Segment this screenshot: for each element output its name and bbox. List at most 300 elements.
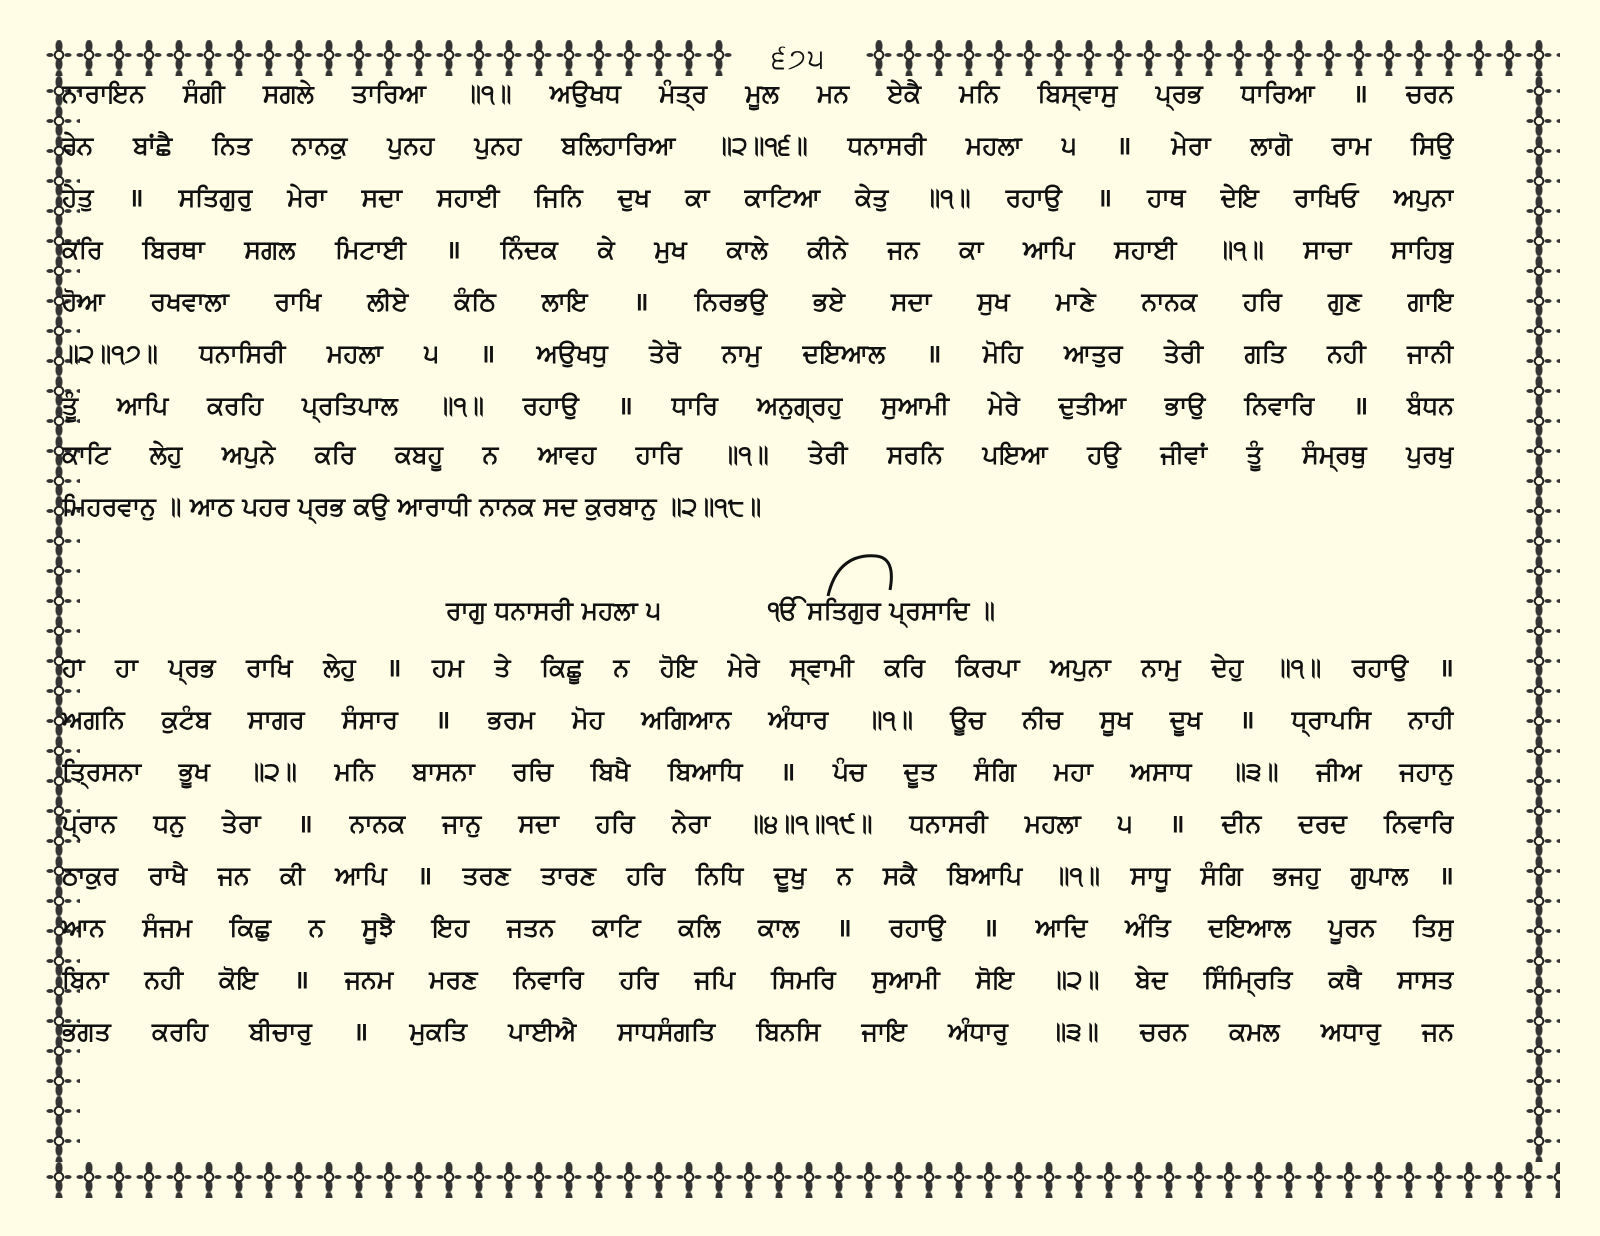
word: ਭਾਉ — [1164, 391, 1206, 420]
word: ਤਿਸੁ — [1413, 913, 1454, 942]
word: ਤੇਰੀ — [1164, 339, 1204, 368]
word: ॥ — [445, 235, 461, 264]
word: ਕਾਟਿ — [62, 440, 111, 469]
word: ਹਾ — [62, 653, 85, 682]
word: ਕਿਛੂ — [541, 653, 583, 682]
word: ਨਾਨਕ — [1141, 287, 1198, 316]
text-line — [62, 1014, 1454, 1066]
word: ਆਤੁਰ — [1063, 339, 1123, 368]
word: ਅੰਧਾਰੁ — [948, 1017, 1009, 1046]
word: ॥੧॥ — [923, 183, 971, 212]
word: ਨਾਨਕ — [349, 809, 406, 838]
text-line — [62, 336, 1454, 388]
word: ਪੰਚ — [832, 757, 866, 786]
word: ਭਰਮ — [487, 705, 535, 734]
text-line — [62, 232, 1454, 284]
word: ਤੇਰੋ — [649, 339, 681, 368]
word: ਬਿਨਾ — [62, 965, 109, 994]
word: ॥੩॥ — [1049, 1017, 1099, 1046]
word: ਇਹ — [432, 913, 470, 942]
word: ॥ — [836, 913, 852, 942]
word: ਰਹਾਉ — [889, 913, 946, 942]
word: ॥ — [1239, 705, 1255, 734]
word: ਤ੍ਰਿਸਨਾ — [62, 757, 141, 786]
word: ਨੇਰਾ — [671, 809, 711, 838]
word: ਆਪਿ — [335, 861, 387, 890]
word: ਜਤਨ — [506, 913, 555, 942]
word: ਆਨ — [62, 913, 105, 942]
word: ੫ — [1061, 131, 1077, 160]
word: ਨਿਧਿ — [695, 861, 744, 890]
word: ਬਾਂਛੈ — [133, 131, 173, 160]
word: ਮਹਲਾ — [965, 131, 1022, 160]
word: ਜਾਨੀ — [1407, 339, 1454, 368]
word: ਲਾਇ — [541, 287, 588, 316]
word: ਬਿਆਧਿ — [667, 757, 743, 786]
word: ਕਮਲ — [1229, 1017, 1280, 1046]
word: ਬਿਆਪਿ — [947, 861, 1023, 890]
text-line-last — [62, 492, 1454, 544]
word: ਰੇਨ — [62, 131, 94, 160]
word: ॥ — [293, 965, 309, 994]
word: ਪੁਨਹ — [387, 131, 435, 160]
word: ਗਾਇ — [1407, 287, 1454, 316]
word: ਨਿੰਦਕ — [500, 235, 558, 264]
word: ਪ੍ਰਾਨ — [62, 809, 117, 838]
word: ਕਾਟਿ — [592, 913, 641, 942]
word: ਸੋਇ — [975, 965, 1015, 994]
word: ਕਰਹਿ — [152, 1017, 208, 1046]
word: ਬਿਸ੍ਵਾਸੁ — [1037, 79, 1118, 108]
word: ਕਾਟਿਆ — [744, 183, 821, 212]
word: ॥ — [1438, 861, 1454, 890]
word: ॥੧॥ — [1273, 653, 1322, 682]
word: ਪ੍ਰਭ — [1155, 79, 1203, 108]
word: ਹਉ — [1087, 440, 1121, 469]
word: ॥ — [633, 287, 649, 316]
word: ਸਤਿਗੁਰੁ — [178, 183, 253, 212]
word: ਰਾਮ — [1331, 131, 1372, 160]
word: ॥੧॥ — [721, 440, 769, 469]
word: ਸੰਗੀ — [183, 79, 225, 108]
word: ਮੇਰੇ — [727, 653, 760, 682]
word: ਸ੍ਵਾਮੀ — [790, 653, 854, 682]
word: ਸਦਾ — [890, 287, 932, 316]
word: ਗਤਿ — [1244, 339, 1286, 368]
word: ਜਨ — [1422, 1017, 1454, 1046]
word: ਨਾਮੁ — [721, 339, 762, 368]
word: ਏਕੈ — [887, 79, 922, 108]
text-line — [62, 388, 1454, 440]
word: ॥ — [1438, 653, 1454, 682]
word: ਧਨੁ — [153, 809, 185, 838]
word: ਆਪਿ — [1023, 235, 1075, 264]
word: ਹਰਿ — [1243, 287, 1282, 316]
word: ਲੀਏ — [367, 287, 409, 316]
word: ਪਾਈਐ — [508, 1017, 577, 1046]
word: ਕੁਟੰਬ — [161, 705, 211, 734]
word: ਸਗਲ — [244, 235, 296, 264]
word: ਸੰਗਿ — [1200, 861, 1243, 890]
word: ਹਾਰਿ — [635, 440, 682, 469]
word: ਅਸਾਧ — [1130, 757, 1192, 786]
raag-title: ਰਾਗੁ ਧਨਾਸਰੀ ਮਹਲਾ ੫ — [446, 596, 661, 625]
word: ਤਾਰਿਆ — [352, 79, 426, 108]
word: ਰਹਾਉ — [1005, 183, 1062, 212]
text-line-content: ਮਿਹਰਵਾਨੁ ॥ ਆਠ ਪਹਰ ਪ੍ਰਭ ਕਉ ਆਰਾਧੀ ਨਾਨਕ ਸਦ ਕੁਰਬਾਨੁ ॥੨॥੧੮॥ — [62, 492, 762, 521]
word: ਸਿੰਮ੍ਰਿਤਿ — [1203, 965, 1293, 994]
word: ਭੂਖ — [178, 757, 210, 786]
word: ਨਾਨਕੁ — [291, 131, 348, 160]
word: ਧਾਰਿ — [671, 391, 719, 420]
word: ਤੇ — [494, 653, 511, 682]
word: ਬੇਦ — [1135, 965, 1168, 994]
word: ਸੂਖ — [1099, 705, 1133, 734]
word: ਦਇਆਲ — [802, 339, 885, 368]
word: ॥੨॥੧੭॥ — [62, 339, 158, 368]
word: ਦੂਤ — [903, 757, 937, 786]
word: ਸਾਗਰ — [247, 705, 305, 734]
word: ਚਰਨ — [1139, 1017, 1188, 1046]
word: ਸਾਸਤ — [1397, 965, 1454, 994]
word: ਕੋਇ — [219, 965, 258, 994]
word: ਮਨਿ — [959, 79, 1000, 108]
word: ਜਾਇ — [861, 1017, 907, 1046]
word: ਅਗਨਿ — [62, 705, 125, 734]
word: ਧਨਾਸਿਰੀ — [199, 339, 286, 368]
word: ਹੋਆ — [62, 287, 105, 316]
word: ਸਰਨਿ — [887, 440, 943, 469]
word: ਬਿਖੈ — [590, 757, 631, 786]
word: ਸਿਮਰਿ — [771, 965, 836, 994]
word: ਮੁਕਤਿ — [409, 1017, 467, 1046]
word: ਤੂੰ — [62, 391, 79, 420]
word: ਭਜਹੁ — [1273, 861, 1321, 890]
word: ਨਿਤ — [212, 131, 252, 160]
word: ਗੁਪਾਲ — [1350, 861, 1409, 890]
word: ਨ — [613, 653, 630, 682]
word: ॥੨॥੧੬॥ — [715, 131, 808, 160]
word: ਸੰਮ੍ਰਥੁ — [1302, 440, 1367, 469]
word: ਕਲਿ — [678, 913, 721, 942]
word: ਰਹਾਉ — [1351, 653, 1409, 682]
word: ॥੩॥ — [1229, 757, 1279, 786]
word: ਕਰਿ — [314, 440, 356, 469]
text-line — [62, 284, 1454, 336]
word: ੫ — [1117, 809, 1133, 838]
word: ਕਾਲ — [757, 913, 800, 942]
word: ਹੇਤੁ — [62, 183, 94, 212]
word: ॥ — [1169, 809, 1185, 838]
word: ਸਾਧਸੰਗਤਿ — [617, 1017, 716, 1046]
text-line — [62, 128, 1454, 180]
word: ॥੧॥ — [1052, 861, 1100, 890]
word: ॥੧॥ — [1216, 235, 1264, 264]
word: ਮੇਰਾ — [1171, 131, 1211, 160]
word: ਰਹਾਉ — [522, 391, 579, 420]
word: ਮਨਿ — [334, 757, 375, 786]
word: ਸਾਹਿਬੁ — [1391, 235, 1454, 264]
word: ਮੋਹ — [572, 705, 604, 734]
text-line — [62, 650, 1454, 702]
word: ਮੇਰੇ — [987, 391, 1020, 420]
word: ॥੧॥ — [464, 79, 512, 108]
word: ਨੀਚ — [1022, 705, 1063, 734]
word: ਅਪੁਨਾ — [1050, 653, 1111, 682]
floral-border-right — [1524, 76, 1560, 1162]
page-number: ੬੭੫ — [771, 42, 827, 75]
word: ਸੁਆਮੀ — [881, 391, 949, 420]
word: ਸਾਚਾ — [1303, 235, 1352, 264]
word: ਪੁਰਖੁ — [1406, 440, 1454, 469]
word: ॥ — [1353, 391, 1369, 420]
word: ਲੇਹੁ — [323, 653, 356, 682]
word: ਆਪਿ — [116, 391, 169, 420]
word: ਗੁਣ — [1327, 287, 1362, 316]
word: ॥ — [297, 809, 313, 838]
word: ਆਵਹ — [537, 440, 597, 469]
word: ਨਿਰਭਉ — [694, 287, 768, 316]
word: ॥ — [1096, 183, 1112, 212]
word: ਕੀ — [280, 861, 305, 890]
word: ਸਹਾਈ — [437, 183, 500, 212]
word: ਕਥੈ — [1328, 965, 1362, 994]
word: ਪਇਆ — [982, 440, 1048, 469]
floral-border-top-right — [864, 40, 1560, 76]
word: ਕਰਹਿ — [207, 391, 264, 420]
word: ਬੰਧਨ — [1406, 391, 1454, 420]
word: ਦੀਨ — [1221, 809, 1262, 838]
word: ਤੇਰੀ — [808, 440, 848, 469]
word: ॥ — [435, 705, 451, 734]
word: ਰਚਿ — [512, 757, 553, 786]
word: ਕੰਠਿ — [454, 287, 496, 316]
word: ਮਰਣ — [429, 965, 478, 994]
word: ॥ — [1116, 131, 1132, 160]
word: ਸਕੈ — [882, 861, 917, 890]
word: ਸਗਲੇ — [262, 79, 314, 108]
word: ਸਾਧੂ — [1130, 861, 1171, 890]
word: ਅੰਧਾਰ — [768, 705, 829, 734]
word: ਰਾਖਿ — [274, 287, 322, 316]
word: ਬਿਨਸਿ — [756, 1017, 821, 1046]
word: ਅਗਿਆਨ — [641, 705, 732, 734]
text-line — [62, 806, 1454, 858]
word: ਸੰਜਮ — [142, 913, 192, 942]
text-line — [62, 76, 1454, 128]
word: ਧ੍ਰਾਪਸਿ — [1291, 705, 1371, 734]
text-line — [62, 910, 1454, 962]
word: ਬਲਿਹਾਰਿਆ — [561, 131, 676, 160]
word: ॥ — [386, 653, 402, 682]
word: ॥ — [780, 757, 796, 786]
word: ਦੇਇ — [1220, 183, 1259, 212]
word: ਨ — [482, 440, 499, 469]
word: ਕੇ — [597, 235, 615, 264]
word: ਨਿਵਾਰਿ — [513, 965, 584, 994]
text-block-top — [62, 76, 1454, 492]
word: ॥ — [480, 339, 496, 368]
word: ਮਹਲਾ — [326, 339, 383, 368]
word: ॥ — [983, 913, 998, 942]
word: ॥ — [128, 183, 144, 212]
word: ਨ — [308, 913, 325, 942]
word: ਨਾਹੀ — [1408, 705, 1454, 734]
word: ਸਹਾਈ — [1114, 235, 1177, 264]
mangal-invocation: ੴ ਸਤਿਗੁਰ ਪ੍ਰਸਾਦਿ ॥ — [768, 596, 996, 625]
word: ਨਾਰਾਇਨ — [62, 79, 145, 108]
word: ਦਇਆਲ — [1208, 913, 1291, 942]
word: ਠਾਕੁਰ — [62, 861, 119, 890]
word: ਮਾਣੇ — [1055, 287, 1096, 316]
word: ਕਾ — [959, 235, 984, 264]
word: ਨਿਵਾਰਿ — [1244, 391, 1315, 420]
word: ਦੇਹੁ — [1211, 653, 1244, 682]
word: ਸੁਆਮੀ — [871, 965, 940, 994]
word: ਬੀਚਾਰੁ — [249, 1017, 312, 1046]
word: ਸੰਸਾਰ — [341, 705, 398, 734]
word: ਜਿਨਿ — [534, 183, 583, 212]
word: ਤੂੰ — [1246, 440, 1263, 469]
word: ਲਾਗੋ — [1250, 131, 1292, 160]
floral-border-bottom — [44, 1162, 1560, 1198]
word: ਅਨੁਗ੍ਰਹੁ — [756, 391, 843, 420]
word: ਜੀਵਾਂ — [1160, 440, 1207, 469]
word: ਮੁਖ — [654, 235, 687, 264]
word: ਮੇਰਾ — [287, 183, 327, 212]
word: ਭਏ — [813, 287, 845, 316]
word: ਹਾ — [115, 653, 138, 682]
word: ਮਹਲਾ — [1024, 809, 1081, 838]
word: ਸਦਾ — [361, 183, 402, 212]
word: ਧਨਾਸਰੀ — [909, 809, 988, 838]
word: ਜਨ — [887, 235, 920, 264]
word: ਕਿਛੁ — [229, 913, 272, 942]
text-block-bottom — [62, 650, 1454, 1066]
word: ਸਿਉ — [1411, 131, 1454, 160]
word: ਮੋਹਿ — [982, 339, 1023, 368]
word: ਪ੍ਰਭ — [168, 653, 216, 682]
word: ਕਰਿ — [62, 235, 103, 264]
word: ਕੇਤੁ — [855, 183, 889, 212]
word: ਜਨ — [217, 861, 250, 890]
text-line — [62, 962, 1454, 1014]
word: ॥ — [353, 1017, 369, 1046]
word: ਜਹਾਨੁ — [1399, 757, 1454, 786]
word: ਦੂਖ — [1169, 705, 1203, 734]
word: ਹਾਥ — [1147, 183, 1186, 212]
word: ਪ੍ਰਤਿਪਾਲ — [301, 391, 398, 420]
word: ਪੁਨਹ — [474, 131, 522, 160]
section-heading — [62, 544, 1454, 650]
word: ਦੂਖੁ — [773, 861, 807, 890]
word: ਕਿਰਪਾ — [955, 653, 1020, 682]
word: ਹਮ — [432, 653, 464, 682]
text-line — [62, 180, 1454, 232]
word: ਬਾਸਨਾ — [412, 757, 475, 786]
word: ਦੁਖ — [617, 183, 651, 212]
word: ਅੰਤਿ — [1125, 913, 1171, 942]
floral-border-top-left — [44, 40, 734, 76]
word: ਕਾ — [685, 183, 710, 212]
word: ਸਦਾ — [518, 809, 559, 838]
word: ਨਾਮੁ — [1141, 653, 1181, 682]
word: ॥ — [1352, 79, 1368, 108]
word: ਸੁਖ — [977, 287, 1010, 316]
word: ਮਹਾ — [1053, 757, 1093, 786]
word: ਊਚ — [950, 705, 986, 734]
text-line — [62, 440, 1454, 492]
word: ਤਰਣ — [462, 861, 511, 890]
word: ਪੂਰਨ — [1328, 913, 1376, 942]
word: ਰਾਖਿ — [246, 653, 293, 682]
word: ੫ — [424, 339, 439, 368]
word: ਰਖਵਾਲਾ — [150, 287, 229, 316]
word: ਨਹੀ — [144, 965, 183, 994]
word: ਹਰਿ — [619, 965, 659, 994]
word: ॥੨॥ — [247, 757, 297, 786]
word: ਦਰਦ — [1298, 809, 1347, 838]
text-line — [62, 754, 1454, 806]
word: ਮੰਤ੍ਰ — [659, 79, 708, 108]
word: ਅਉਖਧੁ — [536, 339, 608, 368]
word: ਤਾਰਣ — [540, 861, 596, 890]
word: ਨ — [836, 861, 853, 890]
word: ॥੨॥ — [1050, 965, 1100, 994]
word: ਹੋਇ — [659, 653, 697, 682]
word: ਕਰਿ — [884, 653, 925, 682]
word: ਹਰਿ — [595, 809, 635, 838]
word: ਸੂਝੈ — [361, 913, 395, 942]
word: ਦੁਤੀਆ — [1058, 391, 1126, 420]
word: ਰਾਖਿਓ — [1293, 183, 1359, 212]
word: ਸੰਗਿ — [973, 757, 1017, 786]
word: ॥ — [926, 339, 942, 368]
word: ਤੇਰਾ — [221, 809, 261, 838]
word: ਅਧਾਰੁ — [1320, 1017, 1381, 1046]
word: ਅਉਖਧ — [549, 79, 621, 108]
word: ॥ — [417, 861, 433, 890]
word: ਹਰਿ — [626, 861, 666, 890]
word: ਧਨਾਸਰੀ — [847, 131, 926, 160]
word: ਅਪੁਨਾ — [1393, 183, 1454, 212]
word: ਜਪਿ — [694, 965, 736, 994]
word: ਧਾਰਿਆ — [1240, 79, 1315, 108]
text-line — [62, 858, 1454, 910]
word: ਲੇਹੁ — [149, 440, 183, 469]
word: ਅਪੁਨੇ — [221, 440, 276, 469]
word: ਜਾਨੁ — [442, 809, 482, 838]
scripture-text — [62, 76, 1454, 1066]
word: ॥੧॥ — [865, 705, 913, 734]
word: ਭਗਤ — [62, 1017, 111, 1046]
word: ਆਦਿ — [1035, 913, 1088, 942]
word: ਜਨਮ — [344, 965, 394, 994]
word: ਨਿਵਾਰਿ — [1383, 809, 1454, 838]
word: ਮੂਲ — [745, 79, 779, 108]
word: ਕੀਨੇ — [807, 235, 848, 264]
word: ਮਿਟਾਈ — [335, 235, 406, 264]
word: ॥ — [617, 391, 633, 420]
word: ਜੀਅ — [1316, 757, 1362, 786]
text-line — [62, 702, 1454, 754]
word: ਮਨ — [817, 79, 850, 108]
word: ॥੧॥ — [436, 391, 484, 420]
word: ਕਬਹੂ — [394, 440, 443, 469]
word: ਕਾਲੇ — [726, 235, 768, 264]
word: ਰਾਖੈ — [148, 861, 188, 890]
word: ਬਿਰਥਾ — [142, 235, 205, 264]
